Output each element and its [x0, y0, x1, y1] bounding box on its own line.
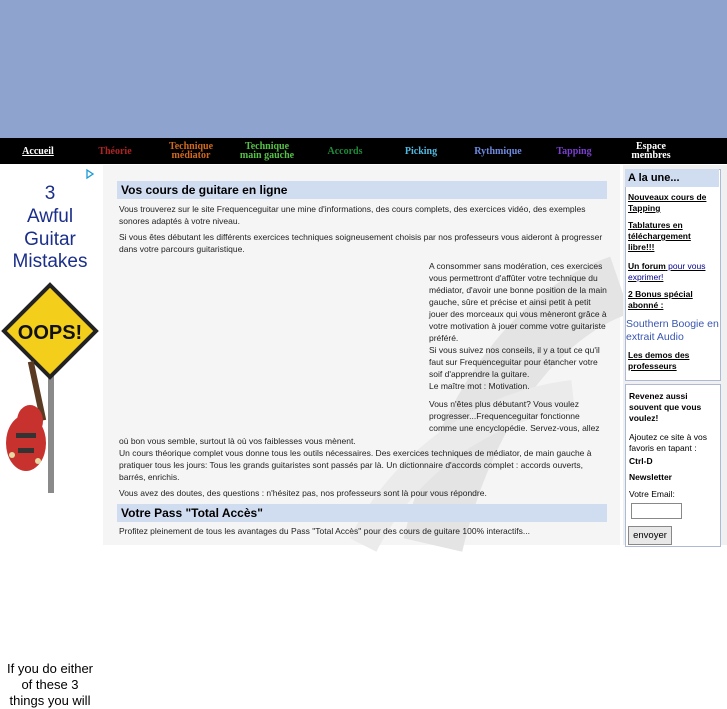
- nav-label: membres: [631, 150, 671, 161]
- ad-bottom-line: things you will: [9, 693, 91, 708]
- ad-bottom-line: If you do either: [7, 661, 93, 676]
- nav-label: Technique: [244, 141, 290, 152]
- ad-banner[interactable]: [0, 165, 100, 708]
- text-line: A consommer sans modération, ces exercices: [429, 261, 603, 271]
- news-box-title: A la une...: [625, 169, 719, 187]
- nav-label: Technique: [168, 141, 214, 152]
- section-title-pass: Votre Pass "Total Accès": [117, 504, 607, 522]
- link-forum-suffix: pour vous exprimer!: [628, 261, 706, 282]
- email-label: Votre Email:: [629, 489, 675, 499]
- email-input[interactable]: [631, 503, 682, 519]
- revisit-text: Revenez aussi souvent que vous voulez!: [629, 391, 702, 423]
- newsletter-title: Newsletter: [629, 472, 672, 482]
- nav-technique-mediator[interactable]: [160, 138, 222, 164]
- body-paragraph: Un cours théorique complet vous donne tous les outils nécessaires. Des exercices techniques de médiator, de main gauche à pratiquer tous les jours: Tous les grands guitaristes sont passés par là. Un dictionnaire d'accords complet : accords ouverts, barrés, enrichis.: [119, 448, 592, 482]
- section-title-cours: Vos cours de guitare en ligne: [117, 181, 607, 199]
- nav-label: Accueil: [22, 145, 54, 157]
- nav-label: Picking: [404, 145, 438, 157]
- link-nouveaux-cours-tapping[interactable]: Nouveaux cours de Tapping: [628, 192, 707, 213]
- ad-headline-line: 3: [44, 183, 56, 204]
- link-forum[interactable]: [628, 261, 718, 283]
- ad-headline-line: Awful: [26, 206, 74, 227]
- nav-picking[interactable]: [393, 138, 449, 164]
- nav-label: main gauche: [239, 150, 295, 161]
- nav-bar: [0, 138, 727, 164]
- text-line: vous permettront d'affûter votre technique du: [429, 273, 598, 283]
- text-line: jouer des morceaux qui vous mèneront grâce à: [429, 309, 607, 319]
- nav-accueil[interactable]: [10, 138, 66, 164]
- nav-label: Espace: [636, 141, 666, 152]
- text-line: progresser...Frequenceguitar fonctionne: [429, 411, 580, 421]
- intro-paragraph: Si vous êtes débutant les différents exercices techniques soigneusement choisis par nos professeurs vous aideront à progresser dans votre parcours guitaristique.: [119, 232, 603, 254]
- text-line: Le maître mot : Motivation.: [429, 381, 530, 391]
- send-button[interactable]: envoyer: [628, 526, 672, 545]
- nav-label: Rythmique: [474, 145, 522, 157]
- text-line: comme une encyclopédie. Servez-vous, allez: [429, 423, 600, 433]
- text-line: médiator, d'avoir une bonne position de la main: [429, 285, 607, 295]
- text-line: soif d'apprendre la guitare.: [429, 369, 530, 379]
- sidebar: [623, 165, 727, 545]
- nav-espace-membres[interactable]: [622, 138, 680, 164]
- link-forum-label: Un forum: [628, 261, 666, 271]
- shortcut-text: Ctrl-D: [629, 456, 653, 466]
- intro-paragraph: Vous trouverez sur le site Frequenceguitar une mine d'informations, des cours complets, des exercices vidéo, des exemples sonores adaptés à votre niveau.: [119, 204, 586, 226]
- link-southern-boogie[interactable]: Southern Boogie en extrait Audio: [626, 318, 719, 343]
- text-line: votre motivation à jouer comme votre guitariste: [429, 321, 606, 331]
- ad-headline-line: Guitar: [24, 229, 76, 250]
- nav-label: Accords: [327, 145, 363, 157]
- main-content: [103, 165, 620, 545]
- link-demos-professeurs[interactable]: Les demos des professeurs: [628, 350, 690, 371]
- link-bonus-abonne[interactable]: 2 Bonus spécial abonné :: [628, 289, 693, 310]
- nav-technique-main-gauche[interactable]: [233, 138, 301, 164]
- right-column-text-2: [429, 398, 609, 434]
- right-column-text: [429, 260, 609, 392]
- oops-sign-guitar-image: [0, 283, 100, 493]
- body-paragraph: Vous avez des doutes, des questions : n'hésitez pas, nos professeurs sont là pour vous répondre.: [119, 488, 487, 498]
- nav-label: Théorie: [98, 145, 132, 157]
- adchoices-icon[interactable]: [86, 169, 94, 179]
- text-line: faut sur Frequenceguitar pour étancher votre: [429, 357, 598, 367]
- nav-label: médiator: [171, 150, 211, 161]
- text-line: gauche, sûre et précise et ainsi petit à petit: [429, 297, 591, 307]
- nav-rythmique[interactable]: [466, 138, 530, 164]
- pass-paragraph: Profitez pleinement de tous les avantages du Pass "Total Accès" pour des cours de guitare 100% interactifs...: [119, 526, 530, 536]
- oops-sign-text: OOPS!: [17, 322, 83, 344]
- nav-theorie[interactable]: [88, 138, 142, 164]
- nav-tapping[interactable]: [546, 138, 602, 164]
- ad-bottom-text: [0, 661, 100, 709]
- ad-bottom-line: of these 3: [21, 677, 79, 692]
- nav-label: Tapping: [556, 145, 592, 157]
- text-line: préféré.: [429, 333, 459, 343]
- link-tablatures[interactable]: Tablatures en téléchargement libre!!!: [628, 220, 691, 252]
- ad-headline-line: Mistakes: [12, 251, 88, 272]
- header-banner: [0, 0, 727, 138]
- favorites-text: Ajoutez ce site à vos favoris en tapant :: [629, 432, 707, 453]
- text-line: Vous n'êtes plus débutant? Vous voulez: [429, 399, 580, 409]
- body-paragraph: où bon vous semble, surtout là où vos faiblesses vous mènent.: [119, 436, 356, 446]
- text-line: Si vous suivez nos conseils, il y a tout ce qu'il: [429, 345, 600, 355]
- nav-accords[interactable]: [318, 138, 372, 164]
